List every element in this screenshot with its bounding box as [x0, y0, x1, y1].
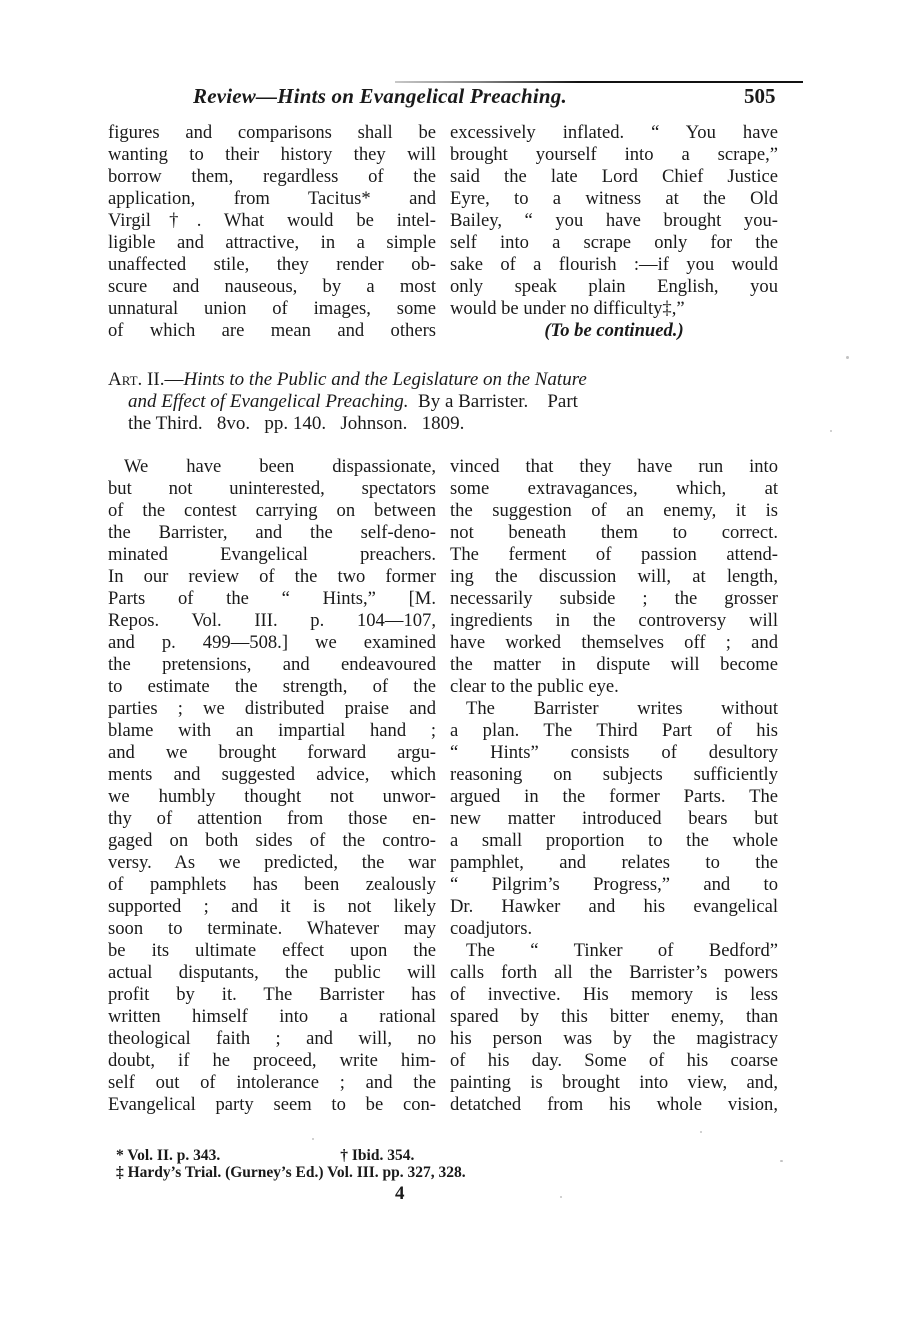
text-line: soon to terminate. Whatever may [108, 918, 436, 939]
scan-speck [780, 1160, 783, 1162]
text-line: of the contest carrying on between [108, 500, 436, 521]
footnote-3: ‡ Hardy’s Trial. (Gurney’s Ed.) Vol. III. pp. 327, 328. [116, 1164, 466, 1181]
text-line: gaged on both sides of the contro- [108, 830, 436, 851]
article-dash: — [164, 369, 184, 390]
text-line: brought yourself into a scrape,” [450, 144, 778, 165]
text-line: Parts of the “ Hints,” [M. [108, 588, 436, 609]
text-line: The Barrister writes without [466, 698, 778, 719]
text-line: spared by this bitter enemy, than [450, 1006, 778, 1027]
scan-speck [700, 1131, 702, 1133]
continuation-right-column [450, 122, 778, 342]
text-line: to estimate the strength, of the [108, 676, 436, 697]
text-line: ments and suggested advice, which [108, 764, 436, 785]
text-line: blame with an impartial hand ; [108, 720, 436, 741]
article-title-line-1: Hints to the Public and the Legislature on the Nature [183, 369, 587, 390]
text-line: have worked themselves off ; and [450, 632, 778, 653]
text-line: of pamphlets has been zealously [108, 874, 436, 895]
article-title-line-2: and Effect of Evangelical Preaching. [128, 391, 409, 412]
text-line: his person was by the magistracy [450, 1028, 778, 1049]
text-line: minated Evangelical preachers. [108, 544, 436, 565]
footnote-line-1 [116, 1147, 466, 1164]
article-part-a: Part [547, 391, 578, 412]
text-line: The ferment of passion attend- [450, 544, 778, 565]
text-line: unaffected stile, they render ob- [108, 254, 436, 275]
text-line: written himself into a rational [108, 1006, 436, 1027]
text-line: Eyre, to a witness at the Old [450, 188, 778, 209]
scan-speck [830, 430, 832, 432]
text-line: only speak plain English, you [450, 276, 778, 297]
text-line: vinced that they have run into [450, 456, 778, 477]
text-line: new matter introduced bears but [450, 808, 778, 829]
text-line: and we brought forward argu- [108, 742, 436, 763]
text-line: we humbly thought not unwor- [108, 786, 436, 807]
article-heading-line-2 [108, 391, 798, 413]
text-line: reasoning on subjects sufficiently [450, 764, 778, 785]
text-line: Dr. Hawker and his evangelical [450, 896, 778, 917]
text-line: be its ultimate effect upon the [108, 940, 436, 961]
text-line: of which are mean and others [108, 320, 436, 341]
text-line: parties ; we distributed praise and [108, 698, 436, 719]
text-line: said the late Lord Chief Justice [450, 166, 778, 187]
text-line: of his day. Some of his coarse [450, 1050, 778, 1071]
text-line: ligible and attractive, in a simple [108, 232, 436, 253]
text-line: borrow them, regardless of the [108, 166, 436, 187]
text-line: doubt, if he proceed, write him- [108, 1050, 436, 1071]
text-line: painting is brought into view, and, [450, 1072, 778, 1093]
text-line: excessively inflated. “ You have [450, 122, 778, 143]
article-pages: pp. 140. [264, 413, 327, 434]
text-line: ing the discussion will, at length, [450, 566, 778, 587]
body-left-column [108, 456, 436, 1116]
text-line: calls forth all the Barrister’s powers [450, 962, 778, 983]
text-line: scure and nauseous, by a most [108, 276, 436, 297]
text-line: wanting to their history they will [108, 144, 436, 165]
text-line: clear to the public eye. [450, 676, 619, 697]
footnotes [116, 1147, 466, 1181]
text-line: In our review of the two former [108, 566, 436, 587]
text-line: the Barrister, and the self-deno- [108, 522, 436, 543]
header-rule [395, 81, 803, 83]
text-line: thy of attention from those en- [108, 808, 436, 829]
text-line: sake of a flourish :—if you would [450, 254, 778, 275]
text-line: of invective. His memory is less [450, 984, 778, 1005]
text-line: the pretensions, and endeavoured [108, 654, 436, 675]
text-line: not beneath them to correct. [450, 522, 778, 543]
text-line: coadjutors. [450, 918, 533, 939]
page-number: 505 [744, 84, 776, 108]
article-year: 1809. [421, 413, 465, 434]
text-line: a small proportion to the whole [450, 830, 778, 851]
text-line: We have been dispassionate, [124, 456, 436, 477]
text-line: the matter in dispute will become [450, 654, 778, 675]
to-be-continued-note: (To be continued.) [544, 320, 684, 341]
footnote-1: * Vol. II. p. 343. [116, 1147, 221, 1164]
text-line: application, from Tacitus* and [108, 188, 436, 209]
text-line: unnatural union of images, some [108, 298, 436, 319]
article-byline: By a Barrister. [418, 391, 529, 412]
continuation-left-column [108, 122, 436, 342]
text-line: “ Pilgrim’s Progress,” and to [450, 874, 778, 895]
text-line: theological faith ; and will, no [108, 1028, 436, 1049]
text-line: figures and comparisons shall be [108, 122, 436, 143]
text-line: necessarily subside ; the grosser [450, 588, 778, 609]
text-line: detatched from his whole vision, [450, 1094, 778, 1115]
text-line: Virgil†. What would be intel- [108, 210, 436, 231]
text-line: Evangelical party seem to be con- [108, 1094, 436, 1115]
text-line: supported ; and it is not likely [108, 896, 436, 917]
article-format: 8vo. [216, 413, 251, 434]
article-label: Art. II. [108, 369, 165, 390]
text-line: versy. As we predicted, the war [108, 852, 436, 873]
body-right-column [450, 456, 778, 1116]
text-line: actual disputants, the public will [108, 962, 436, 983]
article-heading [108, 369, 798, 435]
article-heading-line-1 [108, 369, 798, 391]
text-line: self out of intolerance ; and the [108, 1072, 436, 1093]
running-head: Review—Hints on Evangelical Preaching. [193, 84, 567, 108]
text-line: The “ Tinker of Bedford” [466, 940, 778, 961]
signature-mark: 4 [395, 1183, 405, 1204]
footnote-2: † Ibid. 354. [340, 1147, 415, 1164]
scan-speck [312, 1138, 314, 1140]
text-line: pamphlet, and relates to the [450, 852, 778, 873]
text-line: but not uninterested, spectators [108, 478, 436, 499]
text-line: self into a scrape only for the [450, 232, 778, 253]
text-line: Bailey, “ you have brought you- [450, 210, 778, 231]
text-line: argued in the former Parts. The [450, 786, 778, 807]
article-part-b: the Third. [128, 413, 203, 434]
text-line: the suggestion of an enemy, it is [450, 500, 778, 521]
text-line: Repos. Vol. III. p. 104—107, [108, 610, 436, 631]
text-line: “ Hints” consists of desultory [450, 742, 778, 763]
article-publisher: Johnson. [340, 413, 408, 434]
text-line: profit by it. The Barrister has [108, 984, 436, 1005]
article-heading-line-3 [108, 413, 798, 435]
scan-speck [846, 356, 849, 359]
text-line: a plan. The Third Part of his [450, 720, 778, 741]
text-line: some extravagances, which, at [450, 478, 778, 499]
text-line: and p. 499—508.] we examined [108, 632, 436, 653]
scan-speck [560, 1196, 562, 1198]
text-line: would be under no difficulty‡,” [450, 298, 685, 319]
text-line: ingredients in the controversy will [450, 610, 778, 631]
